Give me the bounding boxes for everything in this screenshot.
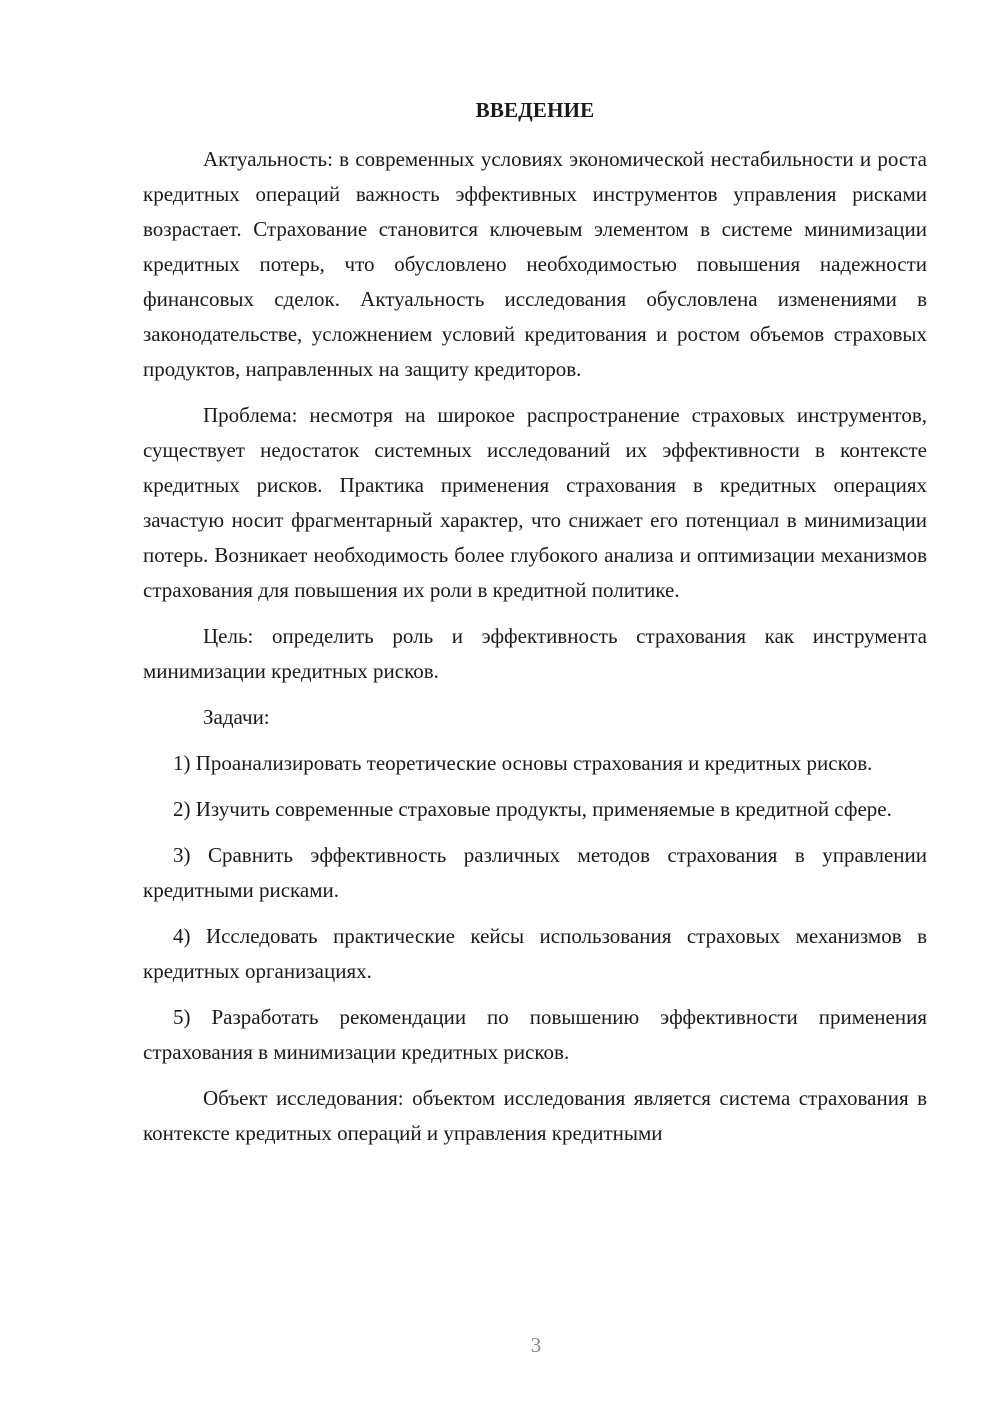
paragraph-relevance: Актуальность: в современных условиях экономической нестабильности и роста кредитных операций важность эффективных инструментов управления рисками возрастает. Страхование становится ключевым элементом в системе минимизации кредитных потерь, что обусловлено необходимостью повышения надежности финансовых сделок. Актуальность исследования обусловлена изменениями в законодательстве, усложнением условий кредитования и ростом объемов страховых продуктов, направленных на защиту кредиторов. — [143, 147, 927, 381]
paragraph-problem: Проблема: несмотря на широкое распространение страховых инструментов, существует недостаток системных исследований их эффективности в контексте кредитных рисков. Практика применения страхования в кредитных операциях зачастую носит фрагментарный характер, что снижает его потенциал в минимизации потерь. Возникает необходимость более глубокого анализа и оптимизации механизмов страхования для повышения их роли в кредитной политике. — [143, 403, 927, 602]
task-item-5: 5) Разработать рекомендации по повышению эффективности применения страхования в минимизации кредитных рисков. — [143, 1005, 927, 1064]
document-page — [143, 96, 927, 1162]
page-title: ВВЕДЕНИЕ — [475, 98, 595, 122]
paragraph-goal: Цель: определить роль и эффективность страхования как инструмента минимизации кредитных рисков. — [143, 624, 927, 683]
task-item-1: 1) Проанализировать теоретические основы страхования и кредитных рисков. — [173, 751, 873, 775]
task-item-2: 2) Изучить современные страховые продукты, применяемые в кредитной сфере. — [173, 797, 892, 821]
paragraph-object: Объект исследования: объектом исследования является система страхования в контексте кредитных операций и управления кредитными — [143, 1086, 927, 1145]
tasks-heading: Задачи: — [203, 705, 270, 729]
task-item-3: 3) Сравнить эффективность различных методов страхования в управлении кредитными рисками. — [143, 843, 927, 902]
task-item-4: 4) Исследовать практические кейсы использования страховых механизмов в кредитных организациях. — [143, 924, 927, 983]
page-number: 3 — [530, 1333, 542, 1357]
